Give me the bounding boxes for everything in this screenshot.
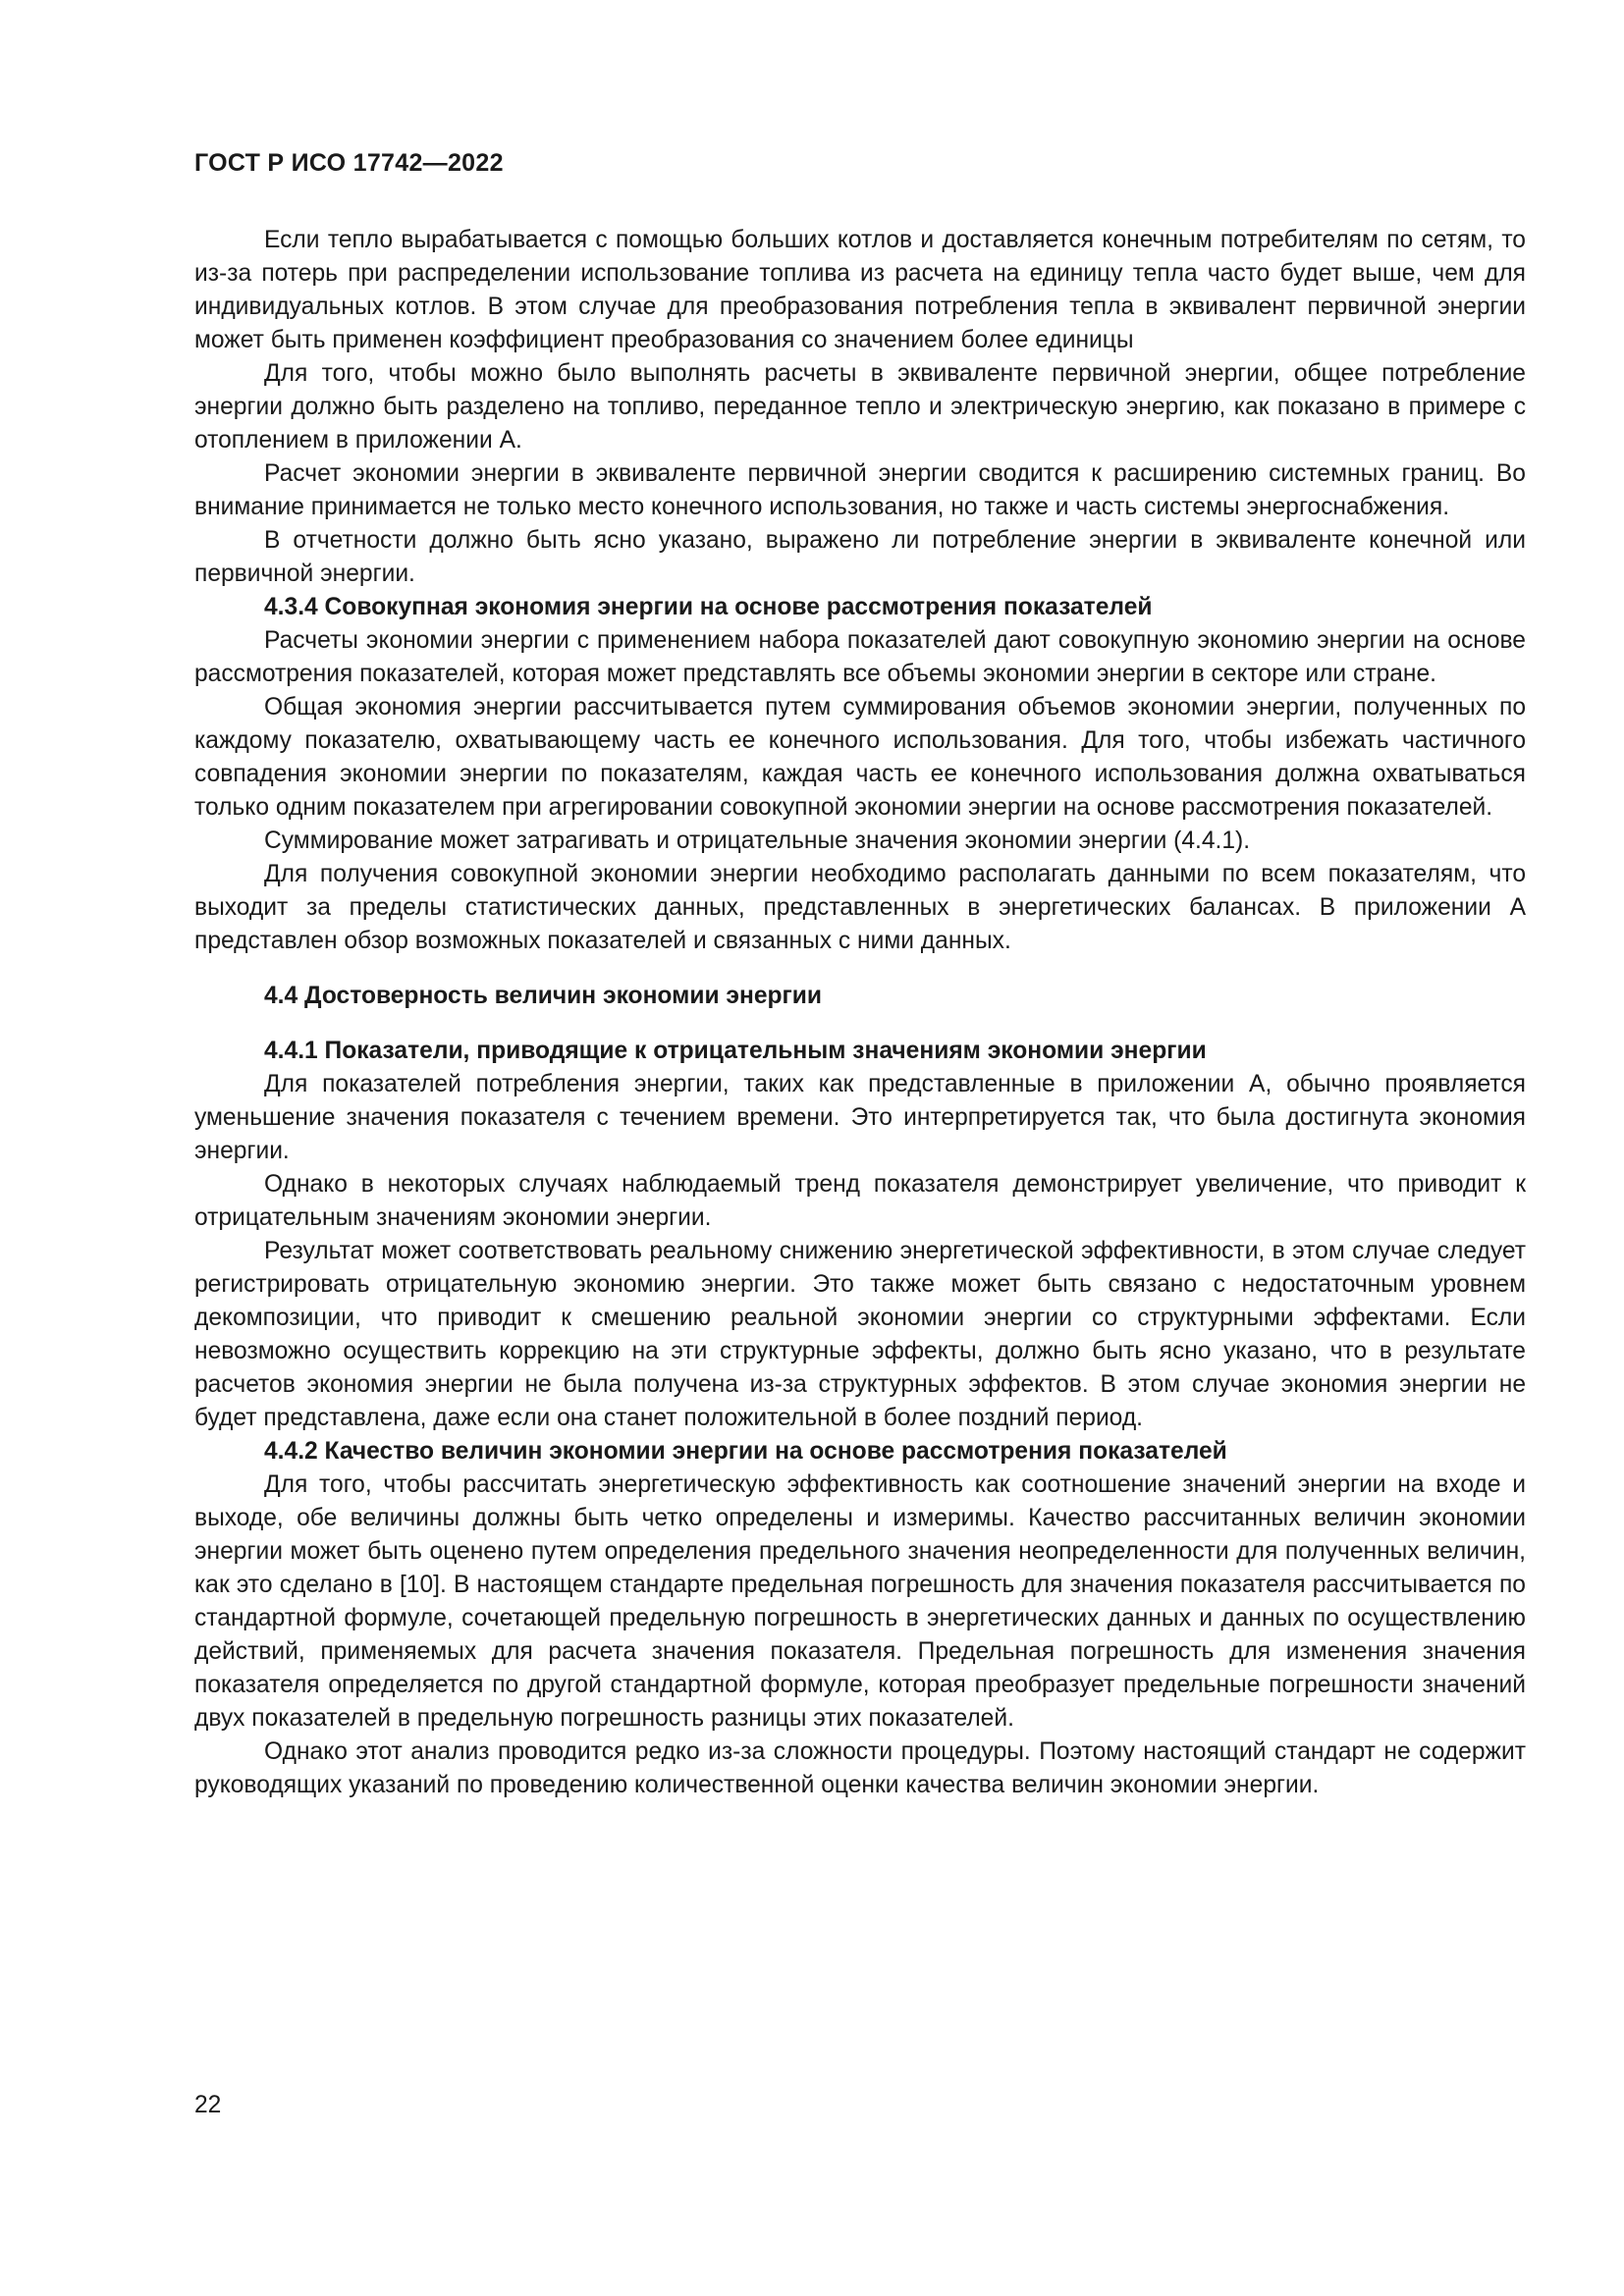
paragraph: Для того, чтобы можно было выполнять расчеты в эквиваленте первичной энергии, общее потребление энергии должно быть разделено на топливо, переданное тепло и электрическую энергию, как показано в примере с отоплением в приложении А. [194,360,1526,454]
paragraph: Для того, чтобы рассчитать энергетическую эффективность как соотношение значений энергии на входе и выходе, обе величины должны быть четко определены и измеримы. Качество рассчитанных величин экономии энергии может быть оценено путем определения предельного значения неопределенности для полученных величин, как это сделано в [10]. В настоящем стандарте предельная погрешность для значения показателя рассчитывается по стандартной формуле, сочетающей предельную погрешность в энергетических данных и данных по осуществлению действий, применяемых для расчета значения показателя. Предельная погрешность для изменения значения показателя определяется по другой стандартной формуле, которая преобразует предельные погрешности значений двух показателей в предельную погрешность разницы этих показателей. [194,1471,1526,1732]
paragraph: Расчеты экономии энергии с применением набора показателей дают совокупную экономию энергии на основе рассмотрения показателей, которая может представлять все объемы экономии энергии в секторе или стране. [194,627,1526,687]
paragraph: Если тепло вырабатывается с помощью больших котлов и доставляется конечным потребителям по сетям, то из-за потерь при распределении использование топлива из расчета на единицу тепла часто будет выше, чем для индивидуальных котлов. В этом случае для преобразования потребления тепла в эквивалент первичной энергии может быть применен коэффициент преобразования со значением более единицы [194,227,1526,353]
paragraph: Однако в некоторых случаях наблюдаемый тренд показателя демонстрирует увеличение, что приводит к отрицательным значениям экономии энергии. [194,1171,1526,1231]
paragraph: Суммирование может затрагивать и отрицательные значения экономии энергии (4.4.1). [264,828,1251,854]
section-heading-4-4-1: 4.4.1 Показатели, приводящие к отрицательным значениям экономии энергии [264,1038,1207,1064]
page-number: 22 [194,2092,222,2118]
section-heading-4-4-2: 4.4.2 Качество величин экономии энергии на основе рассмотрения показателей [264,1438,1227,1465]
section-heading-4-4: 4.4 Достоверность величин экономии энергии [264,983,823,1009]
section-heading-4-3-4: 4.3.4 Совокупная экономия энергии на основе рассмотрения показателей [264,594,1153,620]
paragraph: В отчетности должно быть ясно указано, выражено ли потребление энергии в эквиваленте конечной или первичной энергии. [194,527,1526,587]
paragraph: Расчет экономии энергии в эквиваленте первичной энергии сводится к расширению системных границ. Во внимание принимается не только место конечного использования, но также и часть системы энергоснабжения. [194,460,1526,520]
paragraph: Для получения совокупной экономии энергии необходимо располагать данными по всем показателям, что выходит за пределы статистических данных, представленных в энергетических балансах. В приложении А представлен обзор возможных показателей и связанных с ними данных. [194,861,1526,954]
paragraph: Для показателей потребления энергии, таких как представленные в приложении А, обычно проявляется уменьшение значения показателя с течением времени. Это интерпретируется так, что была достигнута экономия энергии. [194,1071,1526,1164]
page-body [194,224,1526,1802]
paragraph: Общая экономия энергии рассчитывается путем суммирования объемов экономии энергии, полученных по каждому показателю, охватывающему часть ее конечного использования. Для того, чтобы избежать частичного совпадения экономии энергии по показателям, каждая часть ее конечного использования должна охватываться только одним показателем при агрегировании совокупной экономии энергии на основе рассмотрения показателей. [194,694,1526,821]
paragraph: Однако этот анализ проводится редко из-за сложности процедуры. Поэтому настоящий стандарт не содержит руководящих указаний по проведению количественной оценки качества величин экономии энергии. [194,1738,1526,1798]
document-header: ГОСТ Р ИСО 17742—2022 [194,149,504,177]
paragraph: Результат может соответствовать реальному снижению энергетической эффективности, в этом случае следует регистрировать отрицательную экономию энергии. Это также может быть связано с недостаточным уровнем декомпозиции, что приводит к смешению реальной экономии энергии со структурными эффектами. Если невозможно осуществить коррекцию на эти структурные эффекты, должно быть ясно указано, что в результате расчетов экономия энергии не была получена из-за структурных эффектов. В этом случае экономия энергии не будет представлена, даже если она станет положительной в более поздний период. [194,1238,1526,1431]
